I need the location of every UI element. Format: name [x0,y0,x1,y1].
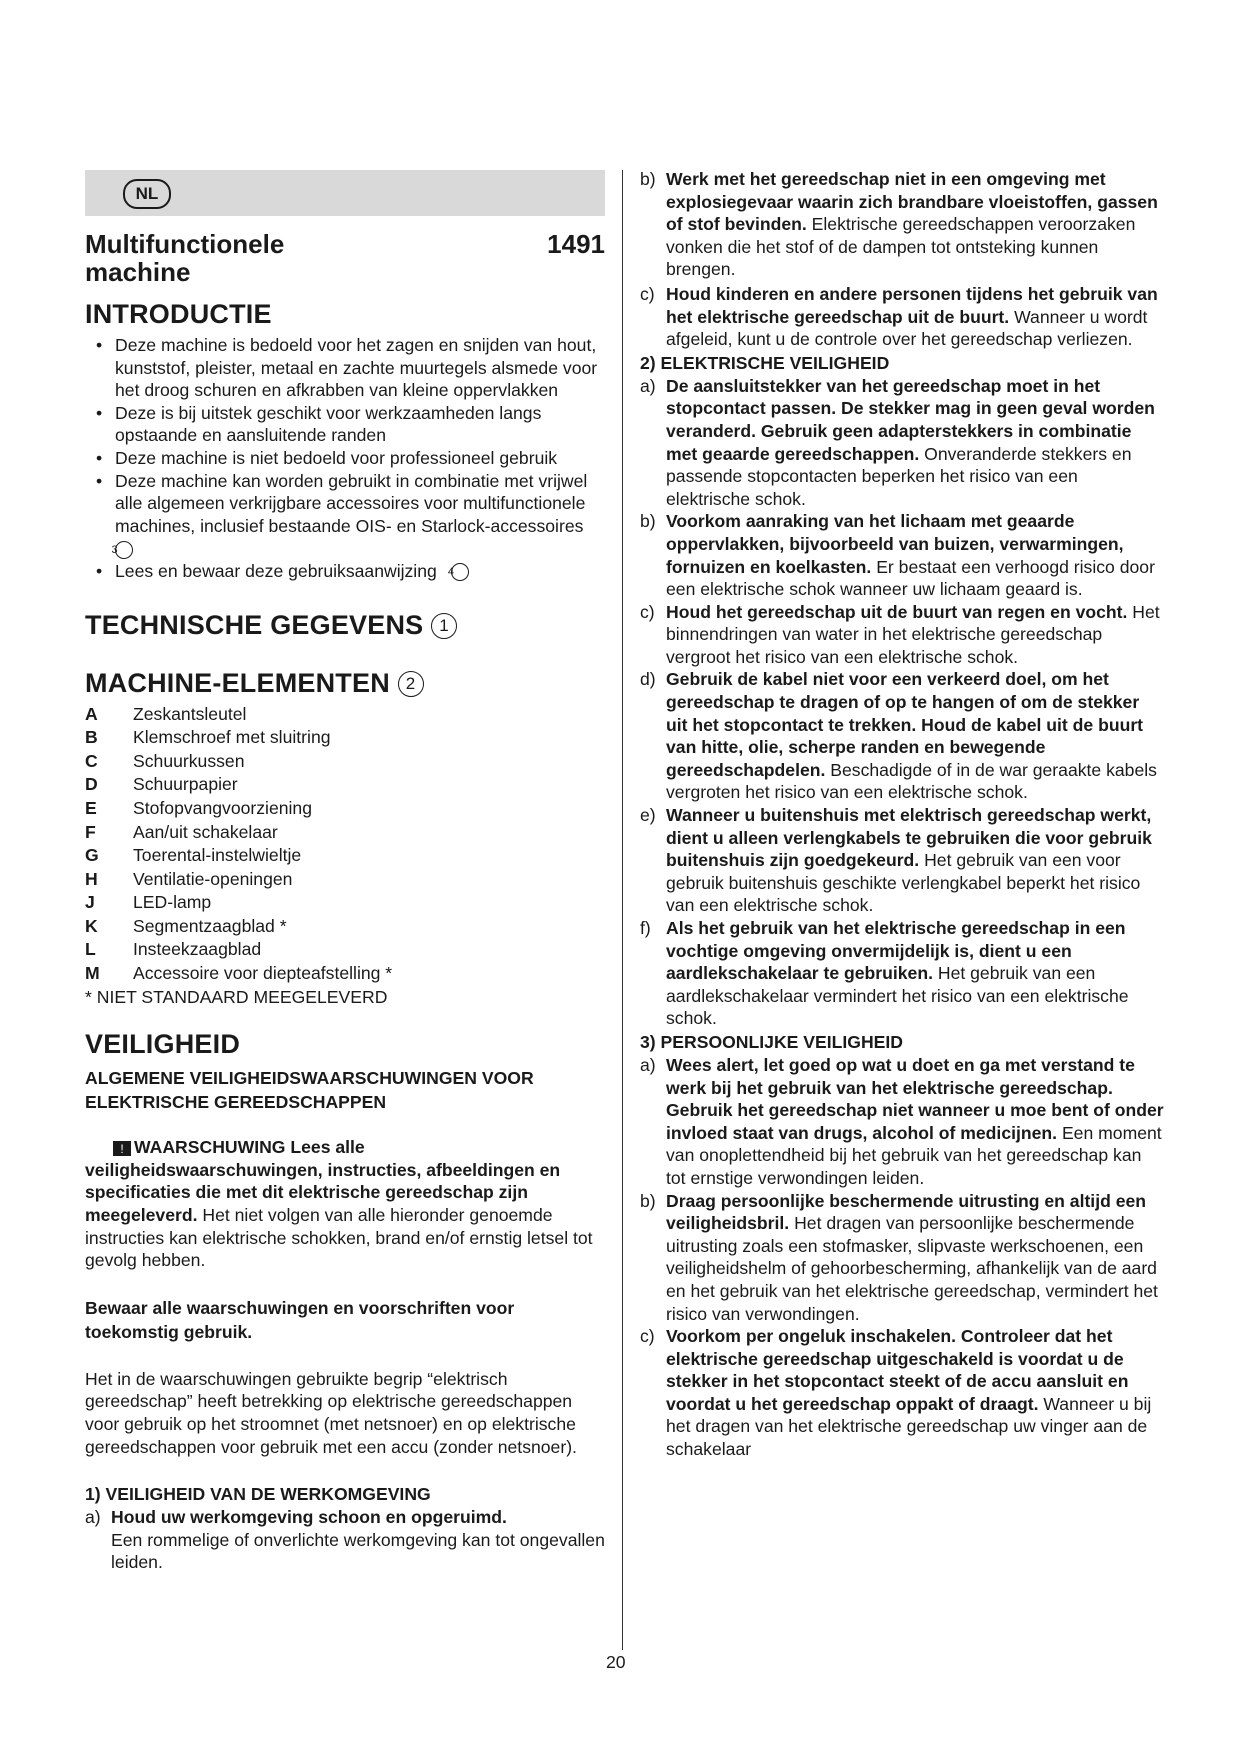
figure-ref: 4 [451,563,469,581]
list-item: M Accessoire voor diepteafstelling * [85,963,393,984]
section-heading: 1) VEILIGHEID VAN DE WERKOMGEVING [85,1484,431,1505]
list-item: • Deze machine is niet bedoeld voor professioneel gebruik [85,447,605,470]
list-item: A Zeskantsleutel [85,703,247,724]
page-number: 20 [606,1652,626,1672]
safety-item: b) Werk met het gereedschap niet in een omgeving met explosiegevaar waarin zich brandbare vloeistoffen, gassen of stof bevinden. Elektrische gereedschappen veroorzaken vonken die het stof of de dampen tot ontsteking kunnen brengen. [640,169,1158,280]
warning-paragraph: ! WAARSCHUWING Lees alle veiligheidswaarschuwingen, instructies, afbeeldingen en specificaties die met dit elektrische gereedschap zijn meegeleverd. Het niet volgen van alle hieronder genoemde instructies kan elektrische schokken, brand en/of ernstig letsel tot gevolg hebben. [85,1137,593,1271]
safety-item: b) Draag persoonlijke beschermende uitrusting en altijd een veiligheidsbril. Het dragen van persoonlijke beschermende uitrusting zoals een stofmasker, slipvaste werkschoenen, een veiligheidshelm of gehoorbescherming, afhankelijk van de aard en het gebruik van het elektrische gereedschap, vermindert het risico van verwondingen. [640,1190,1158,1324]
safety-item: d) Gebruik de kabel niet voor een verkeerd doel, om het gereedschap te dragen of op te hangen of om de stekker uit het stopcontact te trekken. Houd de kabel uit de buurt van hitte, olie, scherpe randen en bewegende gereedschapdelen. Beschadigde of in de war geraakte kabels vergroten het risico van een elektrische schok. [640,669,1157,803]
safety-item: f) Als het gebruik van het elektrische gereedschap in een vochtige omgeving onvermijdelijk is, dient u een aardlekschakelaar te gebruiken. Het gebruik van een aardlekschakelaar vermindert het risico van een elektrische schok. [640,918,1129,1029]
section-heading: 2) ELEKTRISCHE VEILIGHEID [640,352,890,373]
list-item: • Deze machine kan worden gebruikt in combinatie met vrijwel alle algemeen verkrijgbare accessoires voor multifunctionele machines, inclusief bestaande OIS- en Starlock-accessoires 3 [85,470,605,560]
figure-ref: 1 [431,613,457,639]
model-number: 1491 [547,229,605,259]
list-item: E Stofopvangvoorziening [85,797,312,818]
safety-item: c) Houd het gereedschap uit de buurt van regen en vocht. Het binnendringen van water in het elektrische gereedschap vergroot het risico van een elektrische schok. [640,601,1160,667]
product-title: Multifunctionele machine [85,229,285,287]
parts-list [85,703,605,1009]
list-item: D Schuurpapier [85,774,238,795]
safety-heading: VEILIGHEID [85,1029,241,1060]
list-item: G Toerental-instelwieltje [85,845,302,866]
warning-icon: ! [113,1141,131,1156]
safety-item: a) De aansluitstekker van het gereedschap moet in het stopcontact passen. De stekker mag in geen geval worden veranderd. Gebruik geen adapterstekkers in combinatie met geaarde gereedschappen. Onveranderde stekkers en passende stopcontacten beperken het risico van een elektrische schok. [640,375,1155,509]
title-row [85,230,605,286]
list-item: • Deze is bij uitstek geschikt voor werkzaamheden langs opstaande en aansluitende randen [85,402,605,447]
safety-item: c) Houd kinderen en andere personen tijdens het gebruik van het elektrische gereedschap uit de buurt. Wanneer u wordt afgeleid, kunt u de controle over het gereedschap verliezen. [640,283,1158,350]
safety-item: a) Wees alert, let goed op wat u doet en ga met verstand te werk bij het gebruik van het elektrische gereedschap. Gebruik het gereedschap niet wanneer u moe bent of onder invloed staat van drugs, alcohol of medicijnen. Een moment van onoplettendheid bij het gebruik van het gereedschap kan tot ernstige verwondingen leiden. [640,1054,1164,1188]
safety-subheading: ALGEMENE VEILIGHEIDSWAARSCHUWINGEN VOOR ELEKTRISCHE GEREEDSCHAPPEN [85,1068,534,1113]
column-divider [622,170,623,1650]
language-badge: NL [123,179,171,209]
list-item: • Deze machine is bedoeld voor het zagen en snijden van hout, kunststof, pleister, metaal en zachte muurtegels alsmede voor het droog schuren en afkrabben van kleine oppervlakken [85,334,605,402]
list-item: B Klemschroef met sluitring [85,727,331,748]
intro-list [85,334,605,583]
parts-footnote: * NIET STANDAARD MEEGELEVERD [85,986,388,1007]
section-heading: 3) PERSOONLIJKE VEILIGHEID [640,1031,903,1052]
intro-heading: INTRODUCTIE [85,299,272,329]
right-column [640,168,1165,1461]
tech-heading: TECHNISCHE GEGEVENS 1 [85,609,605,641]
figure-ref: 2 [398,671,424,697]
list-item: • Lees en bewaar deze gebruiksaanwijzing 4 [85,560,605,583]
figure-ref: 3 [115,541,133,559]
list-item: H Ventilatie-openingen [85,868,293,889]
list-item: C Schuurkussen [85,750,245,771]
safety-item: e) Wanneer u buitenshuis met elektrisch gereedschap werkt, dient u alleen verlengkabels te gebruiken die voor gebruik buitenshuis zijn goedgekeurd. Het gebruik van een voor gebruik buitenshuis geschikte verlengkabel beperkt het risico van een elektrische schok. [640,805,1152,916]
language-bar [85,170,605,216]
list-item: L Insteekzaagblad [85,939,262,960]
safety-item: b) Voorkom aanraking van het lichaam met geaarde oppervlakken, bijvoorbeeld van buizen, verwarmingen, fornuizen en koelkasten. Er bestaat een verhoogd risico door een elektrische schok wanneer uw lichaam geaard is. [640,511,1155,600]
safety-item: a) Houd uw werkomgeving schoon en opgeruimd. Een rommelige of onverlichte werkomgeving kan tot ongevallen leiden. [85,1507,605,1573]
list-item: K Segmentzaagblad * [85,915,287,936]
list-item: F Aan/uit schakelaar [85,821,278,842]
left-column [85,170,605,1574]
safety-item: c) Voorkom per ongeluk inschakelen. Controleer dat het elektrische gereedschap uitgeschakeld is voordat u de stekker in het stopcontact steekt of de accu aansluit en voordat u het gereedschap oppakt of draagt. Wanneer u bij het dragen van het elektrische gereedschap uw vinger aan de schakelaar [640,1326,1152,1460]
elements-heading: MACHINE-ELEMENTEN 2 [85,667,605,699]
list-item: J LED-lamp [85,892,212,913]
keep-instructions: Bewaar alle waarschuwingen en voorschriften voor toekomstig gebruik. [85,1297,515,1342]
term-definition: Het in de waarschuwingen gebruikte begrip “elektrisch gereedschap” heeft betrekking op elektrische gereedschappen voor gebruik op het stroomnet (met netsnoer) en op elektrische gereedschappen voor gebruik met een accu (zonder netsnoer). [85,1368,577,1457]
